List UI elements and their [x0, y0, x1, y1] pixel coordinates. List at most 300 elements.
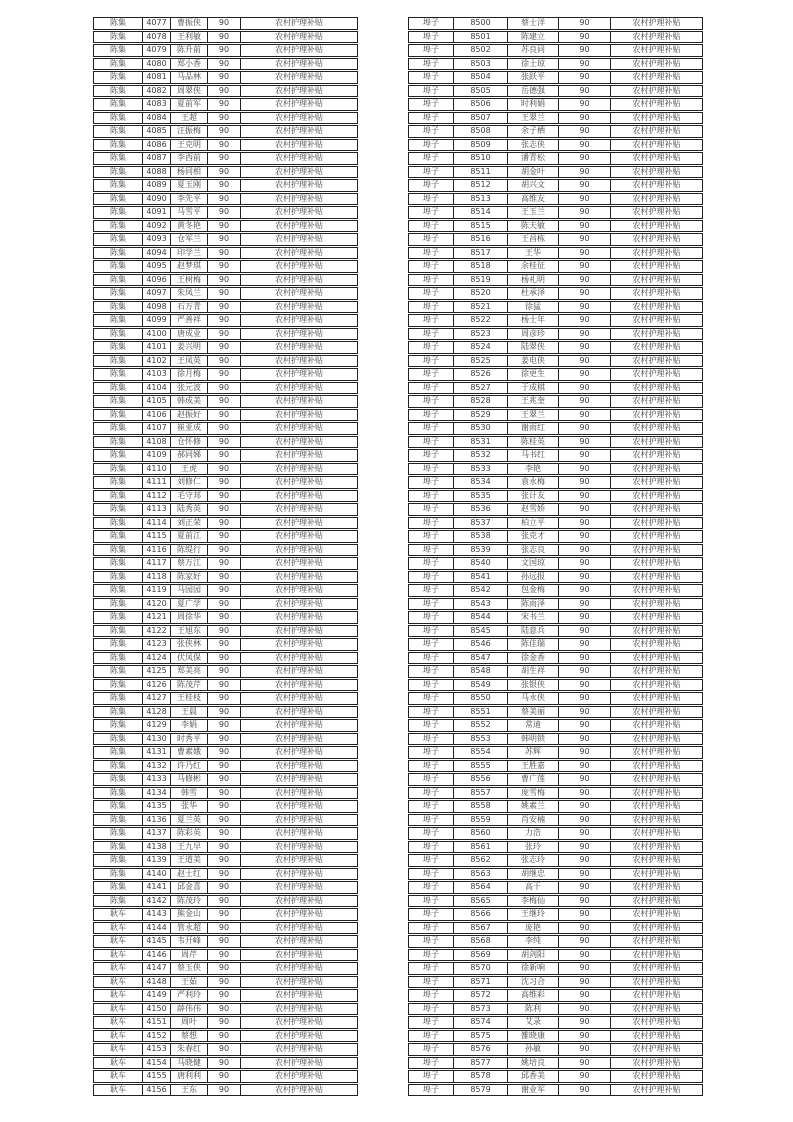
- id-cell: 4141: [142, 881, 170, 894]
- subsidy-cell: 农村护理补贴: [240, 206, 358, 219]
- subsidy-cell: 农村护理补贴: [610, 1043, 703, 1056]
- table-row: [93, 773, 358, 786]
- id-cell: 8578: [453, 1070, 507, 1083]
- table-row: [408, 652, 703, 665]
- region-cell: 陈集: [93, 422, 142, 435]
- table-row: [408, 760, 703, 773]
- name-cell: 管永超: [170, 922, 207, 935]
- name-cell: 陈佳瑞: [507, 638, 558, 651]
- subsidy-cell: 农村护理补贴: [610, 544, 703, 557]
- name-cell: 谢业军: [507, 1084, 558, 1097]
- subsidy-cell: 农村护理补贴: [240, 962, 358, 975]
- subsidy-cell: 农村护理补贴: [240, 476, 358, 489]
- table-row: [93, 935, 358, 948]
- id-cell: 4120: [142, 598, 170, 611]
- amount-cell: 90: [558, 139, 610, 152]
- region-cell: 陈集: [93, 706, 142, 719]
- amount-cell: 90: [558, 17, 610, 30]
- table-row: [93, 625, 358, 638]
- name-cell: 姚素兰: [507, 800, 558, 813]
- table-row: [408, 706, 703, 719]
- subsidy-cell: 农村护理补贴: [240, 193, 358, 206]
- amount-cell: 90: [558, 301, 610, 314]
- name-cell: 蔡玉侠: [170, 962, 207, 975]
- id-cell: 8538: [453, 530, 507, 543]
- region-cell: 耿车: [93, 1057, 142, 1070]
- region-cell: 陈集: [93, 719, 142, 732]
- table-row: [93, 976, 358, 989]
- name-cell: 姜兴明: [170, 341, 207, 354]
- table-row: [93, 463, 358, 476]
- amount-cell: 90: [558, 571, 610, 584]
- amount-cell: 90: [558, 152, 610, 165]
- name-cell: 陆翠侠: [507, 341, 558, 354]
- table-row: [408, 287, 703, 300]
- table-row: [408, 935, 703, 948]
- table-row: [93, 544, 358, 557]
- region-cell: 陈集: [93, 787, 142, 800]
- amount-cell: 90: [558, 328, 610, 341]
- name-cell: 王兆奎: [507, 395, 558, 408]
- region-cell: 陈集: [93, 301, 142, 314]
- subsidy-cell: 农村护理补贴: [610, 584, 703, 597]
- table-row: [93, 530, 358, 543]
- subsidy-cell: 农村护理补贴: [240, 31, 358, 44]
- table-row: [93, 760, 358, 773]
- name-cell: 徐猛: [507, 301, 558, 314]
- amount-cell: 90: [207, 206, 240, 219]
- amount-cell: 90: [558, 220, 610, 233]
- subsidy-cell: 农村护理补贴: [610, 557, 703, 570]
- table-row: [408, 922, 703, 935]
- table-row: [408, 962, 703, 975]
- id-cell: 4089: [142, 179, 170, 192]
- table-row: [93, 179, 358, 192]
- subsidy-cell: 农村护理补贴: [240, 638, 358, 651]
- region-cell: 埠子: [408, 490, 453, 503]
- subsidy-cell: 农村护理补贴: [240, 935, 358, 948]
- region-cell: 陈集: [93, 314, 142, 327]
- table-row: [408, 139, 703, 152]
- table-row: [408, 1057, 703, 1070]
- amount-cell: 90: [558, 166, 610, 179]
- table-row: [93, 247, 358, 260]
- table-row: [93, 382, 358, 395]
- name-cell: 张跃平: [507, 71, 558, 84]
- table-row: [93, 422, 358, 435]
- name-cell: 胡继忠: [507, 868, 558, 881]
- region-cell: 埠子: [408, 355, 453, 368]
- subsidy-cell: 农村护理补贴: [240, 395, 358, 408]
- id-cell: 8564: [453, 881, 507, 894]
- id-cell: 4133: [142, 773, 170, 786]
- name-cell: 夏前军: [170, 98, 207, 111]
- name-cell: 张计友: [507, 490, 558, 503]
- amount-cell: 90: [207, 854, 240, 867]
- name-cell: 姜电侠: [507, 355, 558, 368]
- region-cell: 埠子: [408, 854, 453, 867]
- table-row: [408, 328, 703, 341]
- subsidy-cell: 农村护理补贴: [240, 436, 358, 449]
- region-cell: 陈集: [93, 800, 142, 813]
- id-cell: 4145: [142, 935, 170, 948]
- table-row: [408, 584, 703, 597]
- amount-cell: 90: [207, 814, 240, 827]
- id-cell: 4109: [142, 449, 170, 462]
- id-cell: 4111: [142, 476, 170, 489]
- table-row: [408, 517, 703, 530]
- table-row: [408, 449, 703, 462]
- id-cell: 4150: [142, 1003, 170, 1016]
- name-cell: 曹振侠: [170, 17, 207, 30]
- amount-cell: 90: [558, 395, 610, 408]
- amount-cell: 90: [558, 854, 610, 867]
- table-row: [408, 773, 703, 786]
- subsidy-cell: 农村护理补贴: [610, 409, 703, 422]
- region-cell: 陈集: [93, 98, 142, 111]
- region-cell: 埠子: [408, 962, 453, 975]
- subsidy-cell: 农村护理补贴: [610, 949, 703, 962]
- name-cell: 曹广莲: [507, 773, 558, 786]
- subsidy-cell: 农村护理补贴: [610, 638, 703, 651]
- region-cell: 陈集: [93, 463, 142, 476]
- name-cell: 严利玲: [170, 989, 207, 1002]
- subsidy-cell: 农村护理补贴: [240, 665, 358, 678]
- amount-cell: 90: [558, 233, 610, 246]
- region-cell: 埠子: [408, 679, 453, 692]
- subsidy-cell: 农村护理补贴: [240, 112, 358, 125]
- id-cell: 8570: [453, 962, 507, 975]
- subsidy-cell: 农村护理补贴: [610, 287, 703, 300]
- region-cell: 埠子: [408, 476, 453, 489]
- subsidy-cell: 农村护理补贴: [240, 800, 358, 813]
- id-cell: 4156: [142, 1084, 170, 1097]
- region-cell: 埠子: [408, 422, 453, 435]
- id-cell: 8536: [453, 503, 507, 516]
- id-cell: 4118: [142, 571, 170, 584]
- id-cell: 8524: [453, 341, 507, 354]
- amount-cell: 90: [558, 976, 610, 989]
- name-cell: 郝同娣: [170, 449, 207, 462]
- name-cell: 岳德强: [507, 85, 558, 98]
- region-cell: 耿车: [93, 1043, 142, 1056]
- subsidy-cell: 农村护理补贴: [240, 1043, 358, 1056]
- subsidy-cell: 农村护理补贴: [610, 1084, 703, 1097]
- region-cell: 埠子: [408, 841, 453, 854]
- amount-cell: 90: [558, 625, 610, 638]
- amount-cell: 90: [558, 355, 610, 368]
- name-cell: 常迪: [507, 719, 558, 732]
- region-cell: 埠子: [408, 382, 453, 395]
- table-row: [408, 193, 703, 206]
- table-row: [408, 166, 703, 179]
- subsidy-cell: 农村护理补贴: [240, 179, 358, 192]
- subsidy-cell: 农村护理补贴: [240, 1057, 358, 1070]
- id-cell: 4138: [142, 841, 170, 854]
- id-cell: 8541: [453, 571, 507, 584]
- name-cell: 余桂征: [507, 260, 558, 273]
- region-cell: 埠子: [408, 557, 453, 570]
- subsidy-cell: 农村护理补贴: [240, 773, 358, 786]
- amount-cell: 90: [207, 71, 240, 84]
- name-cell: 张克才: [507, 530, 558, 543]
- subsidy-cell: 农村护理补贴: [610, 44, 703, 57]
- name-cell: 夏兰英: [170, 814, 207, 827]
- table-row: [93, 449, 358, 462]
- amount-cell: 90: [558, 490, 610, 503]
- amount-cell: 90: [558, 260, 610, 273]
- subsidy-cell: 农村护理补贴: [240, 368, 358, 381]
- name-cell: 雒晓康: [507, 1030, 558, 1043]
- table-row: [408, 463, 703, 476]
- id-cell: 4123: [142, 638, 170, 651]
- name-cell: 张银侠: [507, 679, 558, 692]
- name-cell: 姚培良: [507, 1057, 558, 1070]
- table-row: [93, 436, 358, 449]
- region-cell: 埠子: [408, 260, 453, 273]
- region-cell: 陈集: [93, 395, 142, 408]
- id-cell: 4155: [142, 1070, 170, 1083]
- amount-cell: 90: [207, 58, 240, 71]
- region-cell: 耿车: [93, 935, 142, 948]
- amount-cell: 90: [207, 692, 240, 705]
- id-cell: 8503: [453, 58, 507, 71]
- table-row: [93, 193, 358, 206]
- table-row: [93, 125, 358, 138]
- region-cell: 埠子: [408, 98, 453, 111]
- name-cell: 陈升前: [170, 44, 207, 57]
- region-cell: 陈集: [93, 746, 142, 759]
- amount-cell: 90: [207, 44, 240, 57]
- table-row: [408, 152, 703, 165]
- table-row: [408, 260, 703, 273]
- amount-cell: 90: [558, 530, 610, 543]
- table-row: [408, 71, 703, 84]
- region-cell: 陈集: [93, 557, 142, 570]
- amount-cell: 90: [207, 260, 240, 273]
- table-row: [93, 895, 358, 908]
- amount-cell: 90: [558, 112, 610, 125]
- amount-cell: 90: [558, 760, 610, 773]
- id-cell: 8572: [453, 989, 507, 1002]
- id-cell: 8530: [453, 422, 507, 435]
- subsidy-cell: 农村护理补贴: [610, 368, 703, 381]
- subsidy-cell: 农村护理补贴: [610, 341, 703, 354]
- table-row: [93, 827, 358, 840]
- region-cell: 埠子: [408, 1016, 453, 1029]
- region-cell: 埠子: [408, 773, 453, 786]
- region-cell: 陈集: [93, 58, 142, 71]
- table-row: [93, 476, 358, 489]
- amount-cell: 90: [207, 625, 240, 638]
- subsidy-cell: 农村护理补贴: [240, 652, 358, 665]
- id-cell: 8577: [453, 1057, 507, 1070]
- region-cell: 埠子: [408, 301, 453, 314]
- name-cell: 高干: [507, 881, 558, 894]
- table-row: [408, 179, 703, 192]
- subsidy-cell: 农村护理补贴: [610, 814, 703, 827]
- table-row: [93, 841, 358, 854]
- id-cell: 8506: [453, 98, 507, 111]
- name-cell: 苏辉: [507, 746, 558, 759]
- name-cell: 谢雨红: [507, 422, 558, 435]
- amount-cell: 90: [558, 247, 610, 260]
- amount-cell: 90: [207, 584, 240, 597]
- region-cell: 埠子: [408, 584, 453, 597]
- region-cell: 埠子: [408, 274, 453, 287]
- region-cell: 埠子: [408, 881, 453, 894]
- region-cell: 陈集: [93, 368, 142, 381]
- amount-cell: 90: [558, 98, 610, 111]
- name-cell: 艾录: [507, 1016, 558, 1029]
- region-cell: 埠子: [408, 247, 453, 260]
- name-cell: 韩成美: [170, 395, 207, 408]
- region-cell: 陈集: [93, 544, 142, 557]
- table-row: [93, 652, 358, 665]
- subsidy-cell: 农村护理补贴: [610, 719, 703, 732]
- amount-cell: 90: [207, 301, 240, 314]
- amount-cell: 90: [207, 193, 240, 206]
- subsidy-cell: 农村护理补贴: [240, 706, 358, 719]
- amount-cell: 90: [207, 409, 240, 422]
- name-cell: 王华: [507, 247, 558, 260]
- table-row: [93, 814, 358, 827]
- table-row: [93, 220, 358, 233]
- table-row: [93, 881, 358, 894]
- subsidy-cell: 农村护理补贴: [240, 1070, 358, 1083]
- id-cell: 8557: [453, 787, 507, 800]
- region-cell: 埠子: [408, 314, 453, 327]
- amount-cell: 90: [207, 382, 240, 395]
- region-cell: 埠子: [408, 908, 453, 921]
- name-cell: 马永侠: [507, 692, 558, 705]
- id-cell: 8568: [453, 935, 507, 948]
- id-cell: 8559: [453, 814, 507, 827]
- name-cell: 朱春红: [170, 1043, 207, 1056]
- amount-cell: 90: [558, 665, 610, 678]
- id-cell: 4147: [142, 962, 170, 975]
- name-cell: 胡兴文: [507, 179, 558, 192]
- name-cell: 庞艳: [507, 922, 558, 935]
- name-cell: 杜承泽: [507, 287, 558, 300]
- table-row: [408, 800, 703, 813]
- amount-cell: 90: [558, 58, 610, 71]
- region-cell: 陈集: [93, 139, 142, 152]
- amount-cell: 90: [207, 800, 240, 813]
- amount-cell: 90: [207, 247, 240, 260]
- id-cell: 8537: [453, 517, 507, 530]
- region-cell: 陈集: [93, 652, 142, 665]
- amount-cell: 90: [207, 598, 240, 611]
- subsidy-cell: 农村护理补贴: [610, 976, 703, 989]
- id-cell: 4124: [142, 652, 170, 665]
- table-row: [93, 503, 358, 516]
- table-row: [93, 706, 358, 719]
- subsidy-cell: 农村护理补贴: [610, 679, 703, 692]
- id-cell: 8502: [453, 44, 507, 57]
- subsidy-cell: 农村护理补贴: [610, 31, 703, 44]
- region-cell: 埠子: [408, 787, 453, 800]
- region-cell: 陈集: [93, 179, 142, 192]
- subsidy-cell: 农村护理补贴: [240, 422, 358, 435]
- id-cell: 8501: [453, 31, 507, 44]
- id-cell: 4136: [142, 814, 170, 827]
- name-cell: 李梅仙: [507, 895, 558, 908]
- id-cell: 8529: [453, 409, 507, 422]
- region-cell: 陈集: [93, 44, 142, 57]
- table-row: [408, 1003, 703, 1016]
- table-row: [408, 881, 703, 894]
- amount-cell: 90: [207, 706, 240, 719]
- subsidy-cell: 农村护理补贴: [240, 908, 358, 921]
- subsidy-cell: 农村护理补贴: [240, 692, 358, 705]
- amount-cell: 90: [207, 17, 240, 30]
- table-row: [93, 17, 358, 30]
- id-cell: 8553: [453, 733, 507, 746]
- subsidy-cell: 农村护理补贴: [240, 719, 358, 732]
- name-cell: 赵士红: [170, 868, 207, 881]
- subsidy-cell: 农村护理补贴: [240, 1030, 358, 1043]
- amount-cell: 90: [207, 611, 240, 624]
- name-cell: 时利娟: [507, 98, 558, 111]
- region-cell: 埠子: [408, 206, 453, 219]
- amount-cell: 90: [207, 395, 240, 408]
- id-cell: 4119: [142, 584, 170, 597]
- name-cell: 陆意兵: [507, 625, 558, 638]
- region-cell: 埠子: [408, 1003, 453, 1016]
- table-row: [93, 1043, 358, 1056]
- name-cell: 许乃红: [170, 760, 207, 773]
- name-cell: 夏前江: [170, 530, 207, 543]
- region-cell: 陈集: [93, 382, 142, 395]
- name-cell: 袁永梅: [507, 476, 558, 489]
- subsidy-cell: 农村护理补贴: [240, 544, 358, 557]
- subsidy-cell: 农村护理补贴: [610, 233, 703, 246]
- table-row: [93, 58, 358, 71]
- id-cell: 8579: [453, 1084, 507, 1097]
- region-cell: 埠子: [408, 989, 453, 1002]
- name-cell: 潘青松: [507, 152, 558, 165]
- amount-cell: 90: [558, 679, 610, 692]
- region-cell: 埠子: [408, 287, 453, 300]
- name-cell: 石万青: [170, 301, 207, 314]
- id-cell: 4106: [142, 409, 170, 422]
- id-cell: 8571: [453, 976, 507, 989]
- id-cell: 4102: [142, 355, 170, 368]
- amount-cell: 90: [207, 422, 240, 435]
- region-cell: 埠子: [408, 625, 453, 638]
- amount-cell: 90: [558, 773, 610, 786]
- id-cell: 8504: [453, 71, 507, 84]
- name-cell: 陈茂玲: [170, 895, 207, 908]
- name-cell: 王继玲: [507, 908, 558, 921]
- amount-cell: 90: [207, 274, 240, 287]
- name-cell: 崔亚成: [170, 422, 207, 435]
- region-cell: 陈集: [93, 260, 142, 273]
- amount-cell: 90: [207, 557, 240, 570]
- subsidy-cell: 农村护理补贴: [610, 449, 703, 462]
- id-cell: 4098: [142, 301, 170, 314]
- subsidy-cell: 农村护理补贴: [240, 827, 358, 840]
- table-row: [93, 206, 358, 219]
- subsidy-cell: 农村护理补贴: [610, 71, 703, 84]
- name-cell: 张志玲: [507, 854, 558, 867]
- name-cell: 夏广学: [170, 598, 207, 611]
- table-row: [408, 233, 703, 246]
- table-row: [408, 679, 703, 692]
- name-cell: 仓军兰: [170, 233, 207, 246]
- subsidy-cell: 农村护理补贴: [610, 17, 703, 30]
